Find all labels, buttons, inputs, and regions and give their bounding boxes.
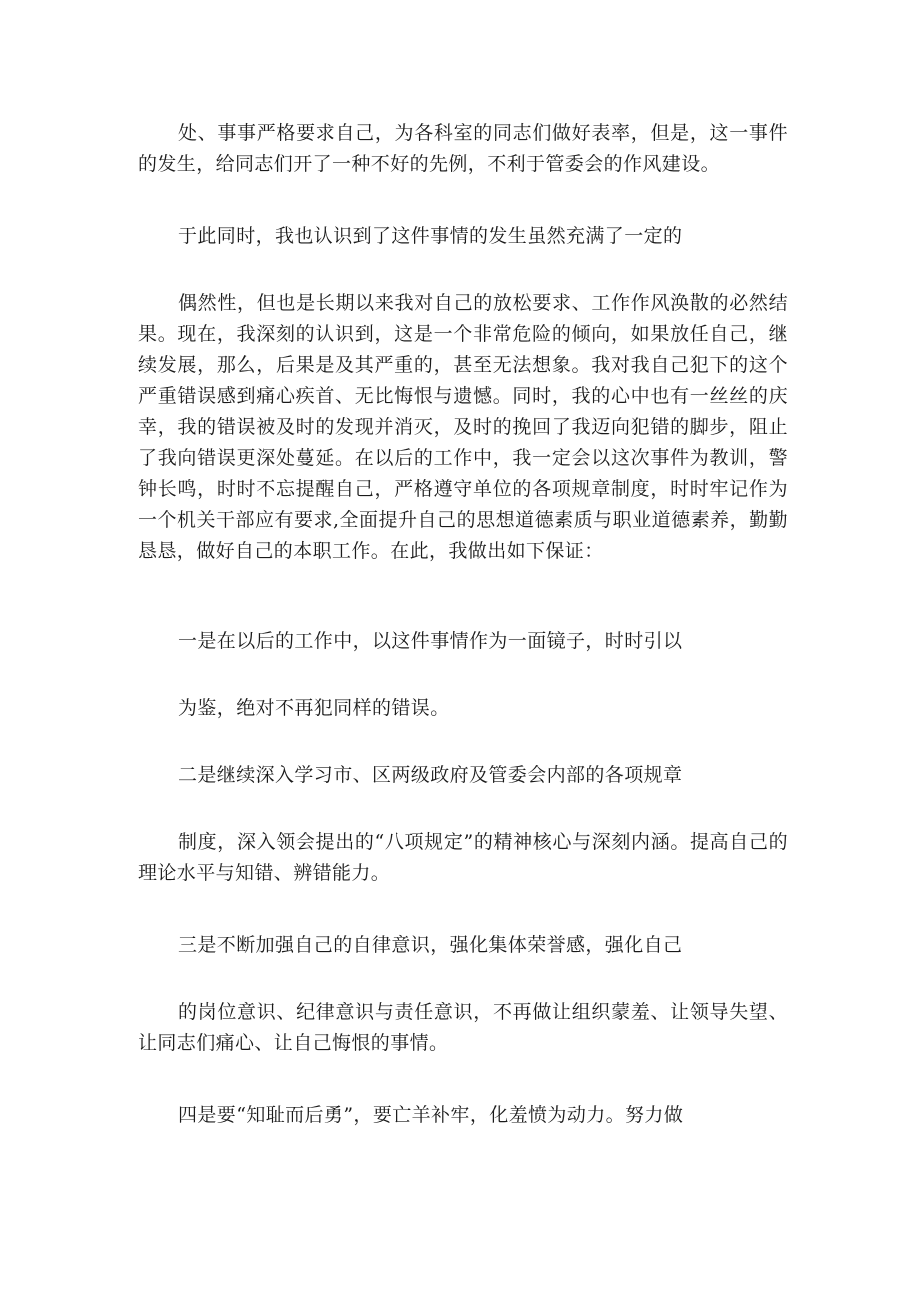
paragraph-3: 偶然性，但也是长期以来我对自己的放松要求、工作作风涣散的必然结果。现在，我深刻的认识到，这是一个非常危险的倾向，如果放任自己，继续发展，那么，后果是及其严重的，甚至无法想象。我对我自己犯下的这个严重错误感到痛心疾首、无比悔恨与遗憾。同时，我的心中也有一丝丝的庆幸，我的错误被及时的发现并消灭，及时的挽回了我迈向犯错的脚步，阻止了我向错误更深处蔓延。在以后的工作中，我一定会以这次事件为教训，警钟长鸣，时时不忘提醒自己，严格遵守单位的各项规章制度，时时牢记作为一个机关干部应有要求,全面提升自己的思想道德素质与职业道德素养，勤勤恳恳，做好自己的本职工作。在此，我做出如下保证： bbox=[138, 292, 788, 562]
paragraph-10: 四是要“知耻而后勇”，要亡羊补牢，化羞愤为动力。努力做 bbox=[178, 1104, 684, 1126]
paragraph-2: 于此同时，我也认识到了这件事情的发生虽然充满了一定的 bbox=[178, 225, 683, 247]
paragraph-9: 的岗位意识、纪律意识与责任意识，不再做让组织蒙羞、让领导失望、让同志们痛心、让自己悔恨的事情。 bbox=[138, 1001, 788, 1054]
paragraph-8: 三是不断加强自己的自律意识，强化集体荣誉感，强化自己 bbox=[178, 934, 683, 956]
paragraph-7: 制度，深入领会提出的“八项规定”的精神核心与深刻内涵。提高自己的理论水平与知错、辨错能力。 bbox=[138, 831, 788, 884]
paragraph-1: 处、事事严格要求自己，为各科室的同志们做好表率，但是，这一事件的发生，给同志们开了一种不好的先例，不利于管委会的作风建设。 bbox=[138, 122, 788, 175]
paragraph-4: 一是在以后的工作中，以这件事情作为一面镜子，时时引以 bbox=[178, 630, 683, 652]
paragraph-6: 二是继续深入学习市、区两级政府及管委会内部的各项规章 bbox=[178, 764, 683, 786]
paragraph-5: 为鉴，绝对不再犯同样的错误。 bbox=[178, 697, 450, 719]
